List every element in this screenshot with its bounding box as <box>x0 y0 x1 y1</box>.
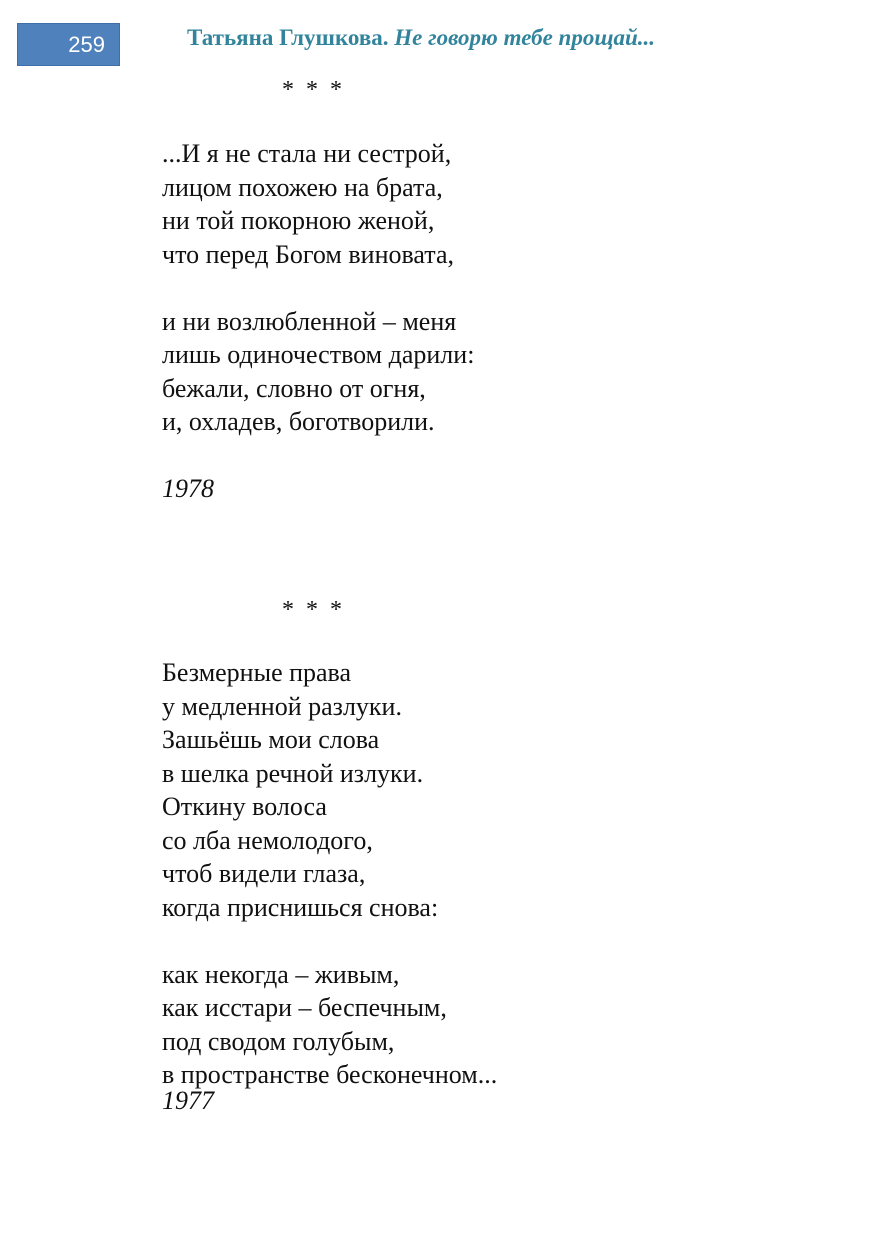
poem-line: когда приснишься снова: <box>162 892 439 922</box>
page-number-box <box>17 23 120 66</box>
poem-1-date <box>162 472 474 506</box>
poem-line: ни той покорною женой, <box>162 206 435 235</box>
poem-line: как исстари – беспечным, <box>162 993 447 1022</box>
poem-1-stanza-1 <box>162 137 474 271</box>
running-header <box>187 24 655 52</box>
poem-line: как некогда – живым, <box>162 959 400 989</box>
poem-1 <box>162 137 474 506</box>
poem-line: Откину волоса <box>162 792 327 821</box>
poem-line: ...И я не стала ни сестрой, <box>162 139 452 168</box>
poem-line: Зашьёшь мои слова <box>162 725 380 754</box>
poem-2-stanza-2 <box>162 958 497 1118</box>
poem-line: что перед Богом виновата, <box>162 239 455 269</box>
poem-line: у медленной разлуки. <box>162 691 402 721</box>
poem-line: лишь одиночеством дарили: <box>162 340 475 369</box>
poem-1-stanza-2 <box>162 305 474 439</box>
author-name: Татьяна Глушкова. <box>187 25 389 50</box>
poem-line: и ни возлюбленной – меня <box>162 306 457 336</box>
poem-line: под сводом голубым, <box>162 1026 395 1056</box>
page-number: 259 <box>68 32 105 57</box>
poem-line: и, охладев, боготворили. <box>162 407 435 436</box>
poem-line: лицом похожею на брата, <box>162 172 443 202</box>
book-title: Не говорю тебе прощай... <box>394 25 656 50</box>
poem-year: 1978 <box>162 474 214 503</box>
poem-line: Безмерные права <box>162 658 352 687</box>
poem-separator: * * * <box>282 597 345 623</box>
poem-year: 1977 <box>162 1085 214 1115</box>
poem-separator: * * * <box>282 77 345 103</box>
poem-line: со лба немолодого, <box>162 825 373 855</box>
poem-2 <box>162 656 497 1117</box>
poem-line: в шелка речной излуки. <box>162 758 424 788</box>
poem-line: бежали, словно от огня, <box>162 373 426 403</box>
poem-line: чтоб видели глаза, <box>162 859 366 888</box>
poem-2-stanza-1 <box>162 656 497 924</box>
poem-line: в пространстве бесконечном... <box>162 1060 498 1089</box>
